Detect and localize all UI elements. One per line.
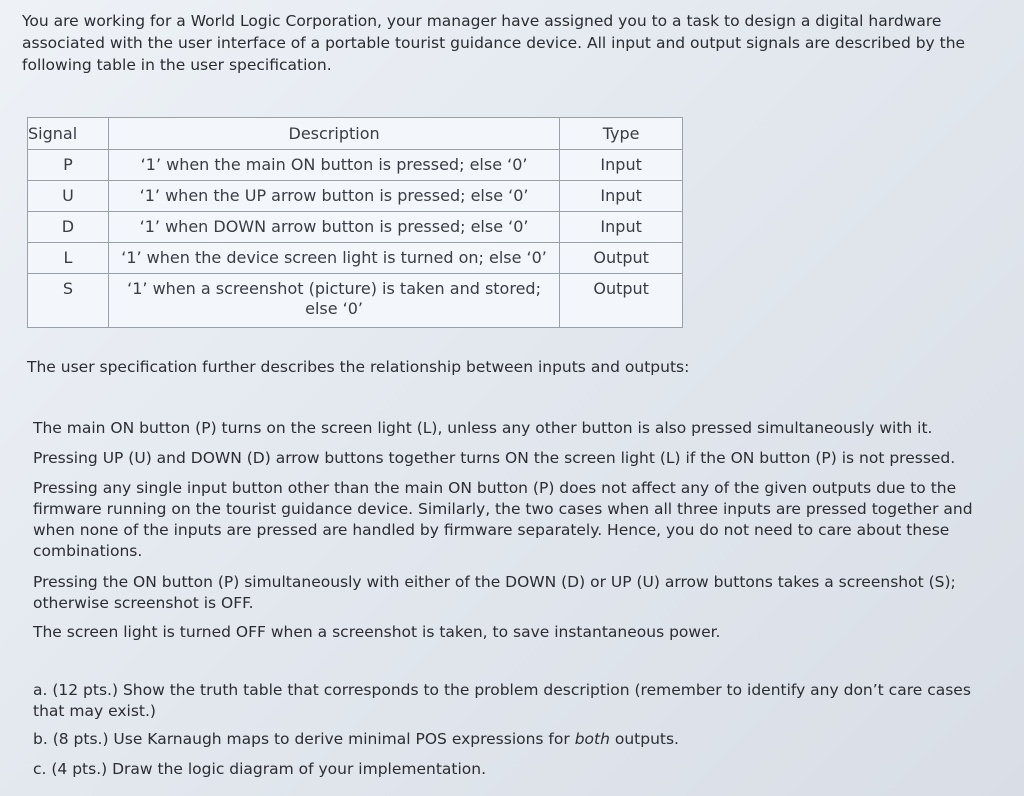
signal-cell: D: [28, 212, 109, 243]
question-b-tail: outputs.: [609, 730, 679, 748]
type-cell: Input: [560, 212, 683, 243]
signal-cell: P: [28, 150, 109, 181]
header-description: Description: [108, 118, 559, 150]
table-row: [28, 212, 683, 243]
type-cell: Input: [560, 181, 683, 212]
relationship-intro: The user specification further describes the relationship between inputs and outputs:: [27, 358, 690, 376]
signal-table: [27, 117, 683, 328]
description-cell: ‘1’ when the UP arrow button is pressed; else ‘0’: [108, 181, 559, 212]
rule-paragraph: Pressing the ON button (P) simultaneously with either of the DOWN (D) or UP (U) arrow buttons takes a screenshot (S); otherwise screenshot is OFF.: [33, 573, 956, 612]
table-header-row: [28, 118, 683, 150]
table-row: [28, 243, 683, 274]
signal-cell: L: [28, 243, 109, 274]
description-cell: ‘1’ when the device screen light is turned on; else ‘0’: [108, 243, 559, 274]
question-a: a. (12 pts.) Show the truth table that corresponds to the problem description (remember to identify any don’t care cases that may exist.): [33, 681, 971, 720]
question-b-text: b. (8 pts.) Use Karnaugh maps to derive minimal POS expressions for: [33, 730, 575, 748]
description-cell: ‘1’ when DOWN arrow button is pressed; else ‘0’: [108, 212, 559, 243]
question-c: c. (4 pts.) Draw the logic diagram of your implementation.: [33, 760, 487, 778]
intro-paragraph: You are working for a World Logic Corporation, your manager have assigned you to a task to design a digital hardware associated with the user interface of a portable tourist guidance device. All input and output signals are described by the following table in the user specification.: [22, 12, 966, 74]
table-row: [28, 181, 683, 212]
header-type: Type: [560, 118, 683, 150]
rule-paragraph: Pressing UP (U) and DOWN (D) arrow buttons together turns ON the screen light (L) if the ON button (P) is not pressed.: [33, 449, 956, 467]
rule-paragraph: Pressing any single input button other than the main ON button (P) does not affect any of the given outputs due to the firmware running on the tourist guidance device. Similarly, the two cases when all three inputs are pressed together and when none of the inputs are pressed are handled by firmware separately. Hence, you do not need to care about these combinations.: [33, 479, 973, 560]
type-cell: Output: [560, 274, 683, 328]
question-b: [33, 729, 1003, 750]
description-cell: ‘1’ when a screenshot (picture) is taken and stored; else ‘0’: [108, 274, 559, 328]
rule-paragraph: The screen light is turned OFF when a screenshot is taken, to save instantaneous power.: [33, 623, 721, 641]
table-row: [28, 274, 683, 328]
table-row: [28, 150, 683, 181]
signal-cell: S: [28, 274, 109, 328]
type-cell: Output: [560, 243, 683, 274]
rule-paragraph: The main ON button (P) turns on the screen light (L), unless any other button is also pressed simultaneously with it.: [33, 419, 933, 437]
question-b-emphasis: both: [574, 730, 610, 748]
type-cell: Input: [560, 150, 683, 181]
header-signal: Signal: [28, 118, 109, 150]
description-cell: ‘1’ when the main ON button is pressed; else ‘0’: [108, 150, 559, 181]
signal-cell: U: [28, 181, 109, 212]
